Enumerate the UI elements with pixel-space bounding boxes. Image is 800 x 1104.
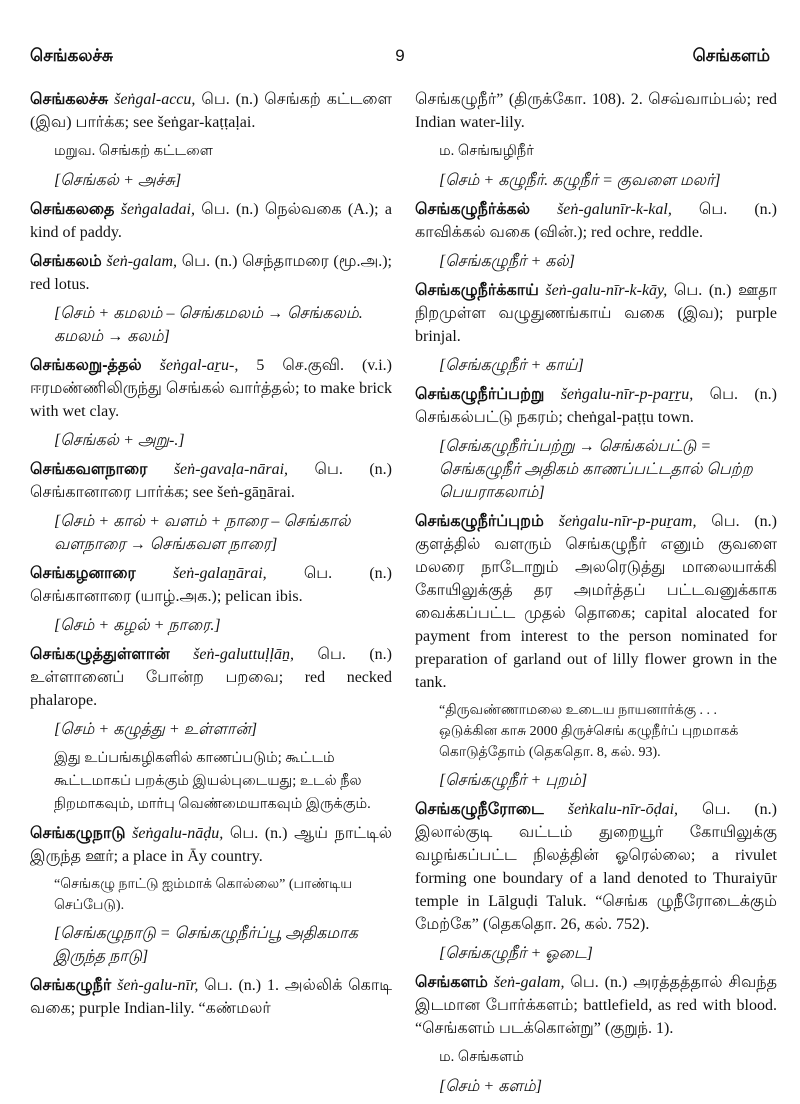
entry-transliteration: šeṅ-galunīr-k-kal, bbox=[530, 201, 672, 218]
entry-definition: பெ. (n.) இலால்குடி வட்டம் துறையூர் கோயிலுக்கு வழங்கப்பட்ட நிலத்தின் ஓரெல்லை; a rivulet forming one boundary of a land denoted to Thuraiyūr temple in Lālguḍi Taluk. “செங்க ழுநீரோடைக்கும் மேற்கே” (தெகதொ. 26, கல். 752). bbox=[415, 801, 778, 933]
entry-transliteration: šeṅ-galaṉārai, bbox=[135, 565, 267, 582]
dictionary-entry bbox=[415, 971, 777, 1040]
entry-headword: செங்கழுநீர்ப்பற்று bbox=[415, 386, 545, 403]
entry-quotation: “செங்கழு நாட்டு ஐம்மாக் கொல்லை” (பாண்டிய செப்பேடு). bbox=[54, 877, 353, 913]
entry-headword: செங்கழுநீர்க்கல் bbox=[415, 201, 531, 218]
header-left-guideword: செங்கலச்சு bbox=[30, 46, 114, 65]
entry-headword: செங்கலச்சு bbox=[30, 91, 109, 108]
entry-headword: செங்கலதை bbox=[30, 201, 115, 218]
entry-headword: செங்கழுநீர்ப்புறம் bbox=[415, 513, 544, 530]
entry-headword: செங்கலம் bbox=[30, 253, 102, 270]
entry-transliteration: šeṅkalu-nīr-ōḍai, bbox=[543, 801, 679, 818]
dictionary-entry bbox=[415, 510, 777, 694]
entry-definition: பெ. (n.) செங்கானாரை (யாழ்.அக.); pelican ibis. bbox=[30, 565, 392, 605]
entry-note: இது உப்பங்கழிகளில் காணப்படும்; கூட்டம் கூட்டமாகப் பறக்கும் இயல்புடையது; உடல் நீல நிறமாகவும், மார்பு வெண்மையாகவும் இருக்கும். bbox=[54, 750, 371, 812]
entry-definition: பெ. (n.) நெல்வகை (A.); a kind of paddy. bbox=[30, 201, 393, 241]
entry-definition: பெ. (n.) ஆய் நாட்டில் இருந்த ஊர்; a place in Āy country. bbox=[30, 825, 392, 865]
entry-etymology: [செங்கழுநீர் + ஓடை] bbox=[439, 945, 593, 962]
entry-etymology: [செங்கழுநாடு = செங்கழுநீர்ப்பூ அதிகமாக இருந்த நாடு] bbox=[54, 925, 358, 965]
entry-etymology: [செங்கழுநீர் + கல்] bbox=[439, 253, 576, 270]
right-column bbox=[415, 88, 777, 1104]
entry-definition: பெ. (n.) அரத்தத்தால் சிவந்த இடமான போர்க்களம்; battlefield, as red with blood. “செங்களம் படக்கொன்று” (குறுந். 1). bbox=[415, 974, 778, 1037]
dictionary-entry bbox=[415, 279, 777, 348]
entry-headword: செங்கழுநீரோடை bbox=[415, 801, 544, 818]
entry-headword: செங்கழுநீர் bbox=[30, 977, 112, 994]
entry-transliteration: šeṅ-galam, bbox=[487, 974, 565, 991]
entry-definition: பெ. (n.) 1. அல்லிக் கொடி வகை; purple Indian-lily. “கண்மலர் bbox=[30, 977, 393, 1017]
entry-headword: செங்களம் bbox=[415, 974, 488, 991]
entry-etymology: [செங்கல் + அச்சு] bbox=[54, 172, 182, 189]
dictionary-entry bbox=[30, 643, 392, 712]
entry-etymology: [செம் + கால் + வளம் + நாரை – செங்கால் வளநாரை → செங்கவள நாரை] bbox=[54, 513, 351, 553]
entry-etymology: [செங்கழுநீர் + காய்] bbox=[439, 357, 584, 374]
entry-etymology: [செங்கழுநீர் + புறம்] bbox=[439, 772, 588, 789]
entry-headword: செங்கவளநாரை bbox=[30, 461, 148, 478]
entry-etymology: [செம் + கழுத்து + உள்ளான்] bbox=[54, 721, 258, 738]
entry-transliteration: šeṅ-gavaḷa-nārai, bbox=[147, 461, 289, 478]
entry-headword: செங்கழனாரை bbox=[30, 565, 136, 582]
entry-etymology: [செம் + கழுநீர். கழுநீர் = குவளை மலர்] bbox=[439, 172, 721, 189]
entry-definition: பெ. (n.) காவிக்கல் வகை (வின்.); red ochre, reddle. bbox=[415, 201, 777, 241]
dictionary-entry bbox=[415, 198, 777, 244]
entry-definition: பெ. (n.) உள்ளானைப் போன்ற பறவை; red necked phalarope. bbox=[30, 646, 393, 709]
entry-headword: செங்கழுத்துள்ளான் bbox=[30, 646, 170, 663]
entry-transliteration: šeṅgaladai, bbox=[114, 201, 195, 218]
entry-transliteration: šeṅ-galu-nīr-k-kāy, bbox=[538, 282, 668, 299]
dictionary-entry bbox=[30, 974, 392, 1020]
entry-definition: 5 செ.குவி. (v.i.) ஈரமண்ணிலிருந்து செங்கல் வார்த்தல்; to make brick with wet clay. bbox=[30, 357, 393, 420]
entry-headword: செங்கழுநாடு bbox=[30, 825, 126, 842]
entry-definition: பெ. (n.) செங்கானாரை பார்க்க; see šeṅ-gāṉārai. bbox=[30, 461, 393, 501]
entry-definition: பெ. (n.) ஊதா நிறமுள்ள வழுதுணங்காய் வகை (இவ); purple brinjal. bbox=[415, 282, 778, 345]
entry-transliteration: šeṅgalu-nāḍu, bbox=[125, 825, 224, 842]
entry-etymology: [செம் + கமலம் – செங்கமலம் → செங்கலம். கமலம் → கலம்] bbox=[54, 305, 363, 345]
entry-cross-reference: மறுவ. செங்கற் கட்டளை bbox=[54, 143, 213, 159]
dictionary-entry bbox=[30, 354, 392, 423]
entry-quotation: “திருவண்ணாமலை உடைய நாயனார்க்கு . . . ஒடுக்கின காசு 2000 திருச்செங் கழுநீர்ப் புறமாகக் கொடுத்தோம் (தெகதொ. 8, கல். 93). bbox=[439, 703, 739, 760]
entry-etymology: [செம் + களம்] bbox=[439, 1078, 542, 1095]
dictionary-entry bbox=[30, 458, 392, 504]
entry-etymology: [செங்கல் + அறு-.] bbox=[54, 432, 185, 449]
entry-cross-reference: ம. செங்களம் bbox=[439, 1049, 524, 1065]
entry-etymology: [செங்கழுநீர்ப்பற்று → செங்கல்பட்டு = செங்கழுநீர் அதிகம் காணப்பட்டதால் பெற்ற பெயராகலாம்] bbox=[439, 438, 753, 501]
entry-continuation: செங்கழுநீர்” (திருக்கோ. 108). 2. செவ்வாம்பல்; red Indian water-lily. bbox=[415, 91, 777, 131]
entry-transliteration: šeṅ-galu-nīr, bbox=[111, 977, 199, 994]
entry-headword: செங்கழுநீர்க்காய் bbox=[415, 282, 539, 299]
page-number: 9 bbox=[395, 46, 405, 65]
entry-definition: பெ. (n.) குளத்தில் வளரும் செங்கழுநீர் எனும் குவளை மலரை நாடோறும் அலரெடுத்து மாலையாக்கி கோயிலுக்குத் தர அமர்த்தப் பட்டவனுக்காக வைக்கப்பட்ட முதல் தொகை; capital alocated for payment from interest to the person nominated for preparation of garland out of lilly flower grown in the tank. bbox=[415, 513, 777, 691]
entry-transliteration: šeṅ-galuttuḷḷāṉ, bbox=[169, 646, 295, 663]
dictionary-entry bbox=[30, 822, 392, 868]
dictionary-entry bbox=[30, 250, 392, 296]
entry-definition: பெ. (n.) செங்கற் கட்டளை (இவ) பார்க்க; see šeṅgar-kaṭṭaḷai. bbox=[30, 91, 392, 131]
entry-headword: செங்கலறு-த்தல் bbox=[30, 357, 142, 374]
entry-cross-reference: ம. செங்ஙழிநீர் bbox=[439, 143, 534, 159]
entry-transliteration: šeṅgalu-nīr-p-puṟam, bbox=[543, 513, 697, 530]
left-column bbox=[30, 88, 392, 1026]
entry-transliteration: šeṅgal-accu, bbox=[108, 91, 196, 108]
entry-definition: பெ. (n.) செங்கல்பட்டு நகரம்; cheṅgal-paṭṭu town. bbox=[415, 386, 777, 426]
page-header bbox=[30, 46, 770, 76]
entry-transliteration: šeṅgal-aṟu-, bbox=[141, 357, 239, 374]
entry-definition: பெ. (n.) செந்தாமரை (மூ.அ.); red lotus. bbox=[30, 253, 392, 293]
entry-transliteration: šeṅ-galam, bbox=[101, 253, 178, 270]
dictionary-entry bbox=[30, 198, 392, 244]
dictionary-entry bbox=[415, 798, 777, 936]
dictionary-entry bbox=[415, 383, 777, 429]
entry-transliteration: šeṅgalu-nīr-p-paṟṟu, bbox=[544, 386, 694, 403]
dictionary-entry bbox=[30, 88, 392, 134]
dictionary-entry bbox=[30, 562, 392, 608]
entry-etymology: [செம் + கழல் + நாரை.] bbox=[54, 617, 221, 634]
header-right-guideword: செங்களம் bbox=[692, 46, 770, 65]
